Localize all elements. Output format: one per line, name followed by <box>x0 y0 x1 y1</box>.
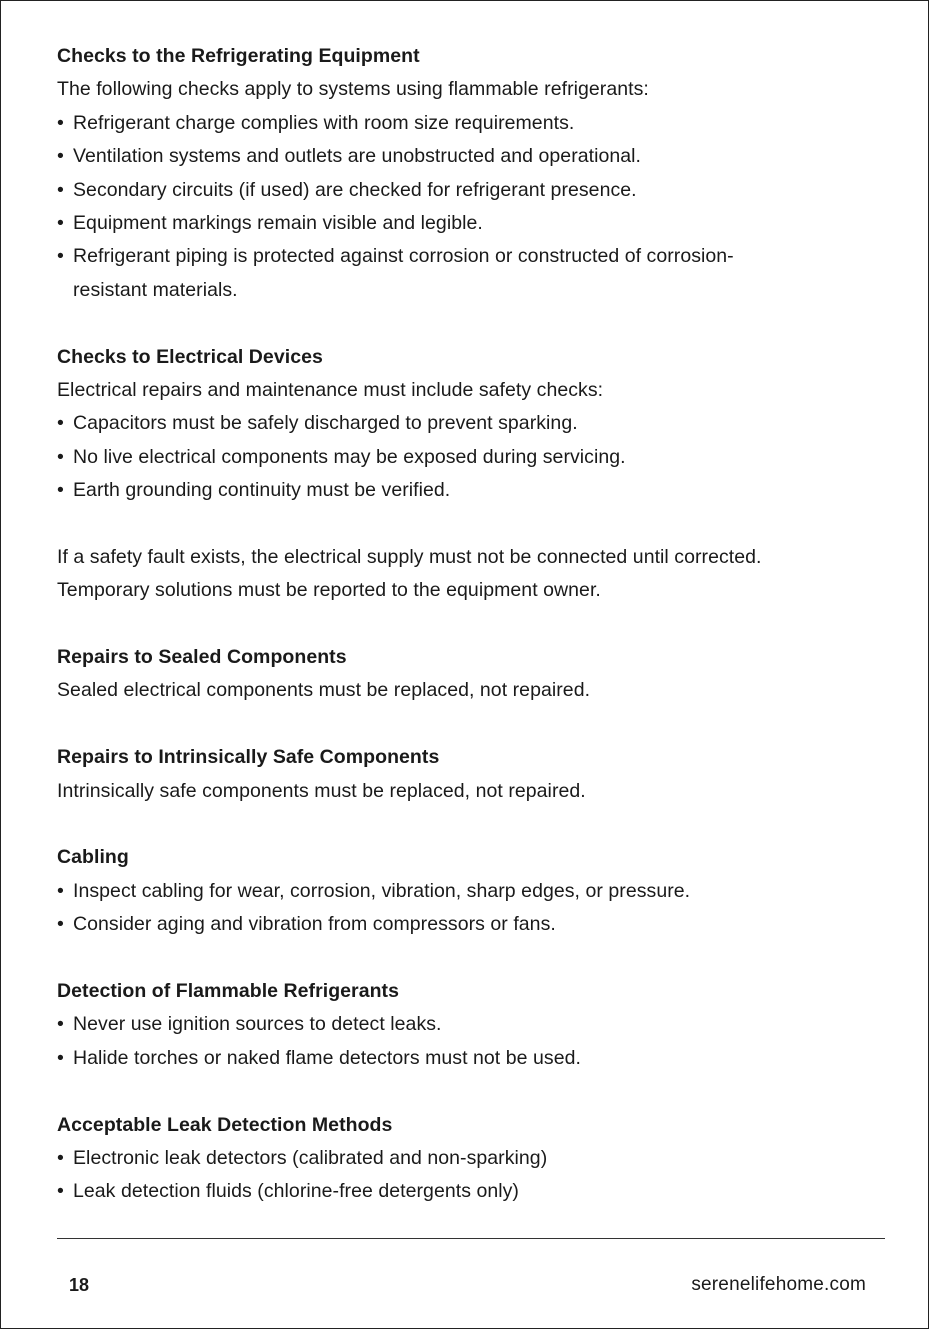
section-heading-cabling: Cabling <box>57 846 129 869</box>
list-item-text: Capacitors must be safely discharged to prevent sparking. <box>73 412 578 435</box>
spacer <box>57 708 887 741</box>
safety-note-line: Temporary solutions must be reported to the equipment owner. <box>57 579 601 602</box>
bullet-icon: • <box>57 1046 64 1069</box>
section-heading-detection: Detection of Flammable Refrigerants <box>57 979 399 1002</box>
section-text-intrinsic: Intrinsically safe components must be replaced, not repaired. <box>57 779 586 802</box>
section-heading-intrinsic: Repairs to Intrinsically Safe Components <box>57 746 440 769</box>
footer-website: serenelifehome.com <box>691 1274 866 1295</box>
bullet-icon: • <box>57 245 64 268</box>
section-heading-methods: Acceptable Leak Detection Methods <box>57 1113 393 1136</box>
list-item <box>57 474 887 507</box>
section-intro-electrical: Electrical repairs and maintenance must include safety checks: <box>57 378 604 401</box>
list-item <box>57 875 887 908</box>
list-item-text: Leak detection fluids (chlorine-free detergents only) <box>73 1180 519 1203</box>
list-item <box>57 174 887 207</box>
list-item-text: Refrigerant charge complies with room size requirements. <box>73 111 575 134</box>
list-item-text: Equipment markings remain visible and legible. <box>73 211 483 234</box>
list-item-text: Electronic leak detectors (calibrated and non-sparking) <box>73 1146 548 1169</box>
list-item <box>57 207 887 240</box>
list-item-text: Inspect cabling for wear, corrosion, vibration, sharp edges, or pressure. <box>73 879 691 902</box>
bullet-icon: • <box>57 479 64 502</box>
list-item-text: No live electrical components may be exposed during servicing. <box>73 445 626 468</box>
list-item <box>57 407 887 440</box>
bullet-icon: • <box>57 412 64 435</box>
list-item-text: Ventilation systems and outlets are unobstructed and operational. <box>73 145 642 168</box>
section-heading-sealed: Repairs to Sealed Components <box>57 646 347 669</box>
bullet-icon: • <box>57 445 64 468</box>
bullet-icon: • <box>57 178 64 201</box>
section-heading-refrigerating: Checks to the Refrigerating Equipment <box>57 45 420 67</box>
section-text-sealed: Sealed electrical components must be replaced, not repaired. <box>57 679 591 702</box>
bullet-icon: • <box>57 1180 64 1203</box>
list-item-text: Earth grounding continuity must be verified. <box>73 479 451 502</box>
spacer <box>57 808 887 841</box>
list-item-text: Refrigerant piping is protected against corrosion or constructed of corrosion- <box>73 245 734 268</box>
list-item <box>57 441 887 474</box>
list-item-text: Secondary circuits (if used) are checked for refrigerant presence. <box>73 178 637 201</box>
page-content <box>57 40 887 1209</box>
list-item <box>57 107 887 140</box>
spacer <box>57 942 887 975</box>
list-item <box>57 1008 887 1041</box>
bullet-icon: • <box>57 111 64 134</box>
section-intro-refrigerating: The following checks apply to systems using flammable refrigerants: <box>57 78 649 101</box>
list-item <box>57 908 887 941</box>
bullet-icon: • <box>57 1013 64 1036</box>
list-item-continuation: resistant materials. <box>73 278 238 301</box>
list-item-text: Never use ignition sources to detect leaks. <box>73 1013 442 1036</box>
safety-note-line: If a safety fault exists, the electrical supply must not be connected until corrected. <box>57 545 762 568</box>
spacer <box>57 608 887 641</box>
list-item-text: Consider aging and vibration from compressors or fans. <box>73 913 556 936</box>
footer-divider <box>57 1238 885 1239</box>
list-item <box>57 1175 887 1208</box>
bullet-icon: • <box>57 913 64 936</box>
list-item <box>57 1142 887 1175</box>
list-item <box>57 1042 887 1075</box>
bullet-icon: • <box>57 211 64 234</box>
list-item <box>57 240 887 273</box>
spacer <box>57 307 887 340</box>
list-item <box>57 140 887 173</box>
spacer <box>57 507 887 540</box>
bullet-icon: • <box>57 879 64 902</box>
bullet-icon: • <box>57 145 64 168</box>
section-heading-electrical: Checks to Electrical Devices <box>57 345 323 368</box>
page-number: 18 <box>69 1275 90 1295</box>
bullet-icon: • <box>57 1146 64 1169</box>
list-item-text: Halide torches or naked flame detectors must not be used. <box>73 1046 581 1069</box>
spacer <box>57 1075 887 1108</box>
